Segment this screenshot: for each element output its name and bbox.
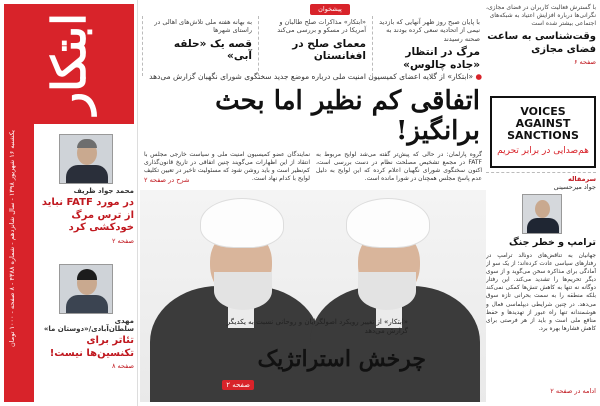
story-more-link[interactable]: صفحه ۶ — [573, 58, 596, 67]
author-portrait — [522, 194, 562, 234]
story-title[interactable]: وقت‌شناسی به ساعت فضای مجازی — [487, 31, 596, 55]
story-virtual-space[interactable] — [486, 4, 596, 72]
voices-against-sanctions-box[interactable] — [490, 96, 596, 168]
teaser-title[interactable]: معمای صلح در افغانستان — [292, 37, 366, 63]
lead-column: نمایندگان عضو کمیسیون امنیت ملی و سیاست خارجی مجلس با انتقاد از این اظهارات می‌گویند چنین اتفاقی در تاریخ قانون‌گذاری کم‌نظیر است و باید روشن شود که مسئولیت تاخیر در تعیین تکلیف لوایح با کدام نهاد است. — [144, 150, 310, 183]
column-title[interactable]: ترامپ و خطر جنگ — [509, 237, 596, 248]
issue-info: یکشنبه ۱۶ شهریور ۱۳۹۸ - سال شانزدهم - شماره ۴۳۸۸ - ۸ صفحه - ۱۰۰۰ تومان — [8, 130, 16, 347]
bullet-icon: ● — [473, 72, 482, 81]
voices-english: VOICES AGAINST SANCTIONS — [507, 105, 579, 143]
column-label: سرمقاله — [568, 175, 596, 183]
side-headline[interactable]: در مورد FATF نباید از ترس مرگ خودکشی کرد — [41, 197, 134, 233]
lead-headline[interactable]: اتفاقی کم نظیر اما بحث برانگیز! — [215, 86, 480, 146]
newspaper-logo[interactable] — [4, 4, 134, 124]
teaser-title[interactable]: مرگ در انتظار «جاده چالوس» — [403, 46, 480, 71]
teaser-chalus[interactable] — [372, 16, 484, 76]
teaser-afghanistan[interactable] — [258, 16, 370, 76]
photo-kicker: «ابتکار» از تغییر رویکرد اصولگرایان و روحانی نسبت به یکدیگر گزارش می‌دهد — [226, 318, 408, 336]
teaser-intro: با پایان صبح روز ظهر آنهایی که بازدید نیمی از اتحادیه سعی کرده بودند به صحنه رسیدند — [379, 18, 480, 43]
side-more-link[interactable]: صفحه ۸ — [111, 362, 134, 370]
logo-text: ابتکار — [42, 13, 96, 115]
story-intro: با گسترش فعالیت کاربران در فضای مجازی، نگرانی‌ها درباره افزایش اعتیاد به شبکه‌های اجتماعی بیشتر شده است — [486, 4, 596, 28]
lead-body — [140, 147, 486, 183]
teaser-blue-ring[interactable] — [142, 16, 256, 76]
lead-kicker — [140, 70, 486, 83]
side-story-zarif[interactable] — [38, 134, 134, 245]
photo-headline[interactable]: چرخش استراتژیک — [257, 346, 426, 372]
lead-more-link[interactable]: شرح در صفحه ۲ — [144, 176, 190, 184]
photo-more-link[interactable]: صفحه ۲ — [222, 380, 254, 390]
masthead — [0, 0, 138, 406]
teaser-intro: به بهانه هفته ملی تلاش‌های اهالی در راستای شهرها — [154, 18, 252, 35]
teaser-intro: «ابتکار» مذاکرات صلح طالبان و آمریکا در مسکو و بررسی می‌کند — [277, 18, 366, 35]
editorial-column — [486, 172, 596, 402]
lead-story — [140, 70, 486, 188]
column-more-link[interactable]: ادامه در صفحه ۲ — [550, 386, 596, 395]
section-badge: پیشخوان — [310, 4, 350, 15]
cover-photo[interactable] — [140, 190, 486, 402]
column-author: جواد میرحسینی — [553, 183, 596, 191]
lead-column: گروه پارلمان: در حالی که پیش‌تر گفته می‌شد لوایح مربوط به FATF در مجمع تشخیص مصلحت نظام در دست بررسی است، اکنون سخنگوی شورای نگهبان اعلام کرده که این لوایح به دلیل عدم پاسخ مجلس همچنان در شورا مانده است. — [316, 150, 482, 183]
side-caption: محمد جواد ظریف — [73, 187, 134, 195]
side-more-link[interactable]: صفحه ۲ — [111, 236, 134, 245]
side-story-theater[interactable] — [38, 264, 134, 370]
voices-persian: هم‌صدایی در برابر تحریم — [497, 146, 589, 157]
side-headline[interactable]: تئاتر برای تکنسین‌ها نیست! — [49, 335, 134, 359]
portrait-zarif — [59, 134, 113, 184]
teaser-title[interactable]: قصه یک «حلقه آبی» — [173, 37, 252, 63]
portrait-interviewee — [59, 264, 113, 314]
lead-kicker-text: «ابتکار» از گلایه اعضای کمیسیون امنیت ملی درباره موضع جدید سخنگوی شورای نگهبان گزارش می‌دهد — [149, 72, 474, 81]
column-body: جهانیان به تناقض‌های دونالد ترامپ در رفتارهای سیاسی عادت کرده‌اند؛ از یک سو از آمادگی برای مذاکره سخن می‌گوید و از سوی دیگر تحریم‌ها را تشدید می‌کند. این رفتار دوگانه نه تنها به کاهش تنش‌ها کمکی نمی‌کند بلکه منطقه را به سمت بحرانی تازه سوق می‌دهد. در چنین شرایطی دیپلماسی فعال و هوشمندانه تنها راه عبور از تهدیدها و حفظ منافع ملی است و باید از هر فرصتی برای کاهش فشارها بهره برد. — [486, 252, 596, 332]
side-caption: مهدی سلطان‌آبادی/«دوستان ما» — [43, 317, 134, 333]
